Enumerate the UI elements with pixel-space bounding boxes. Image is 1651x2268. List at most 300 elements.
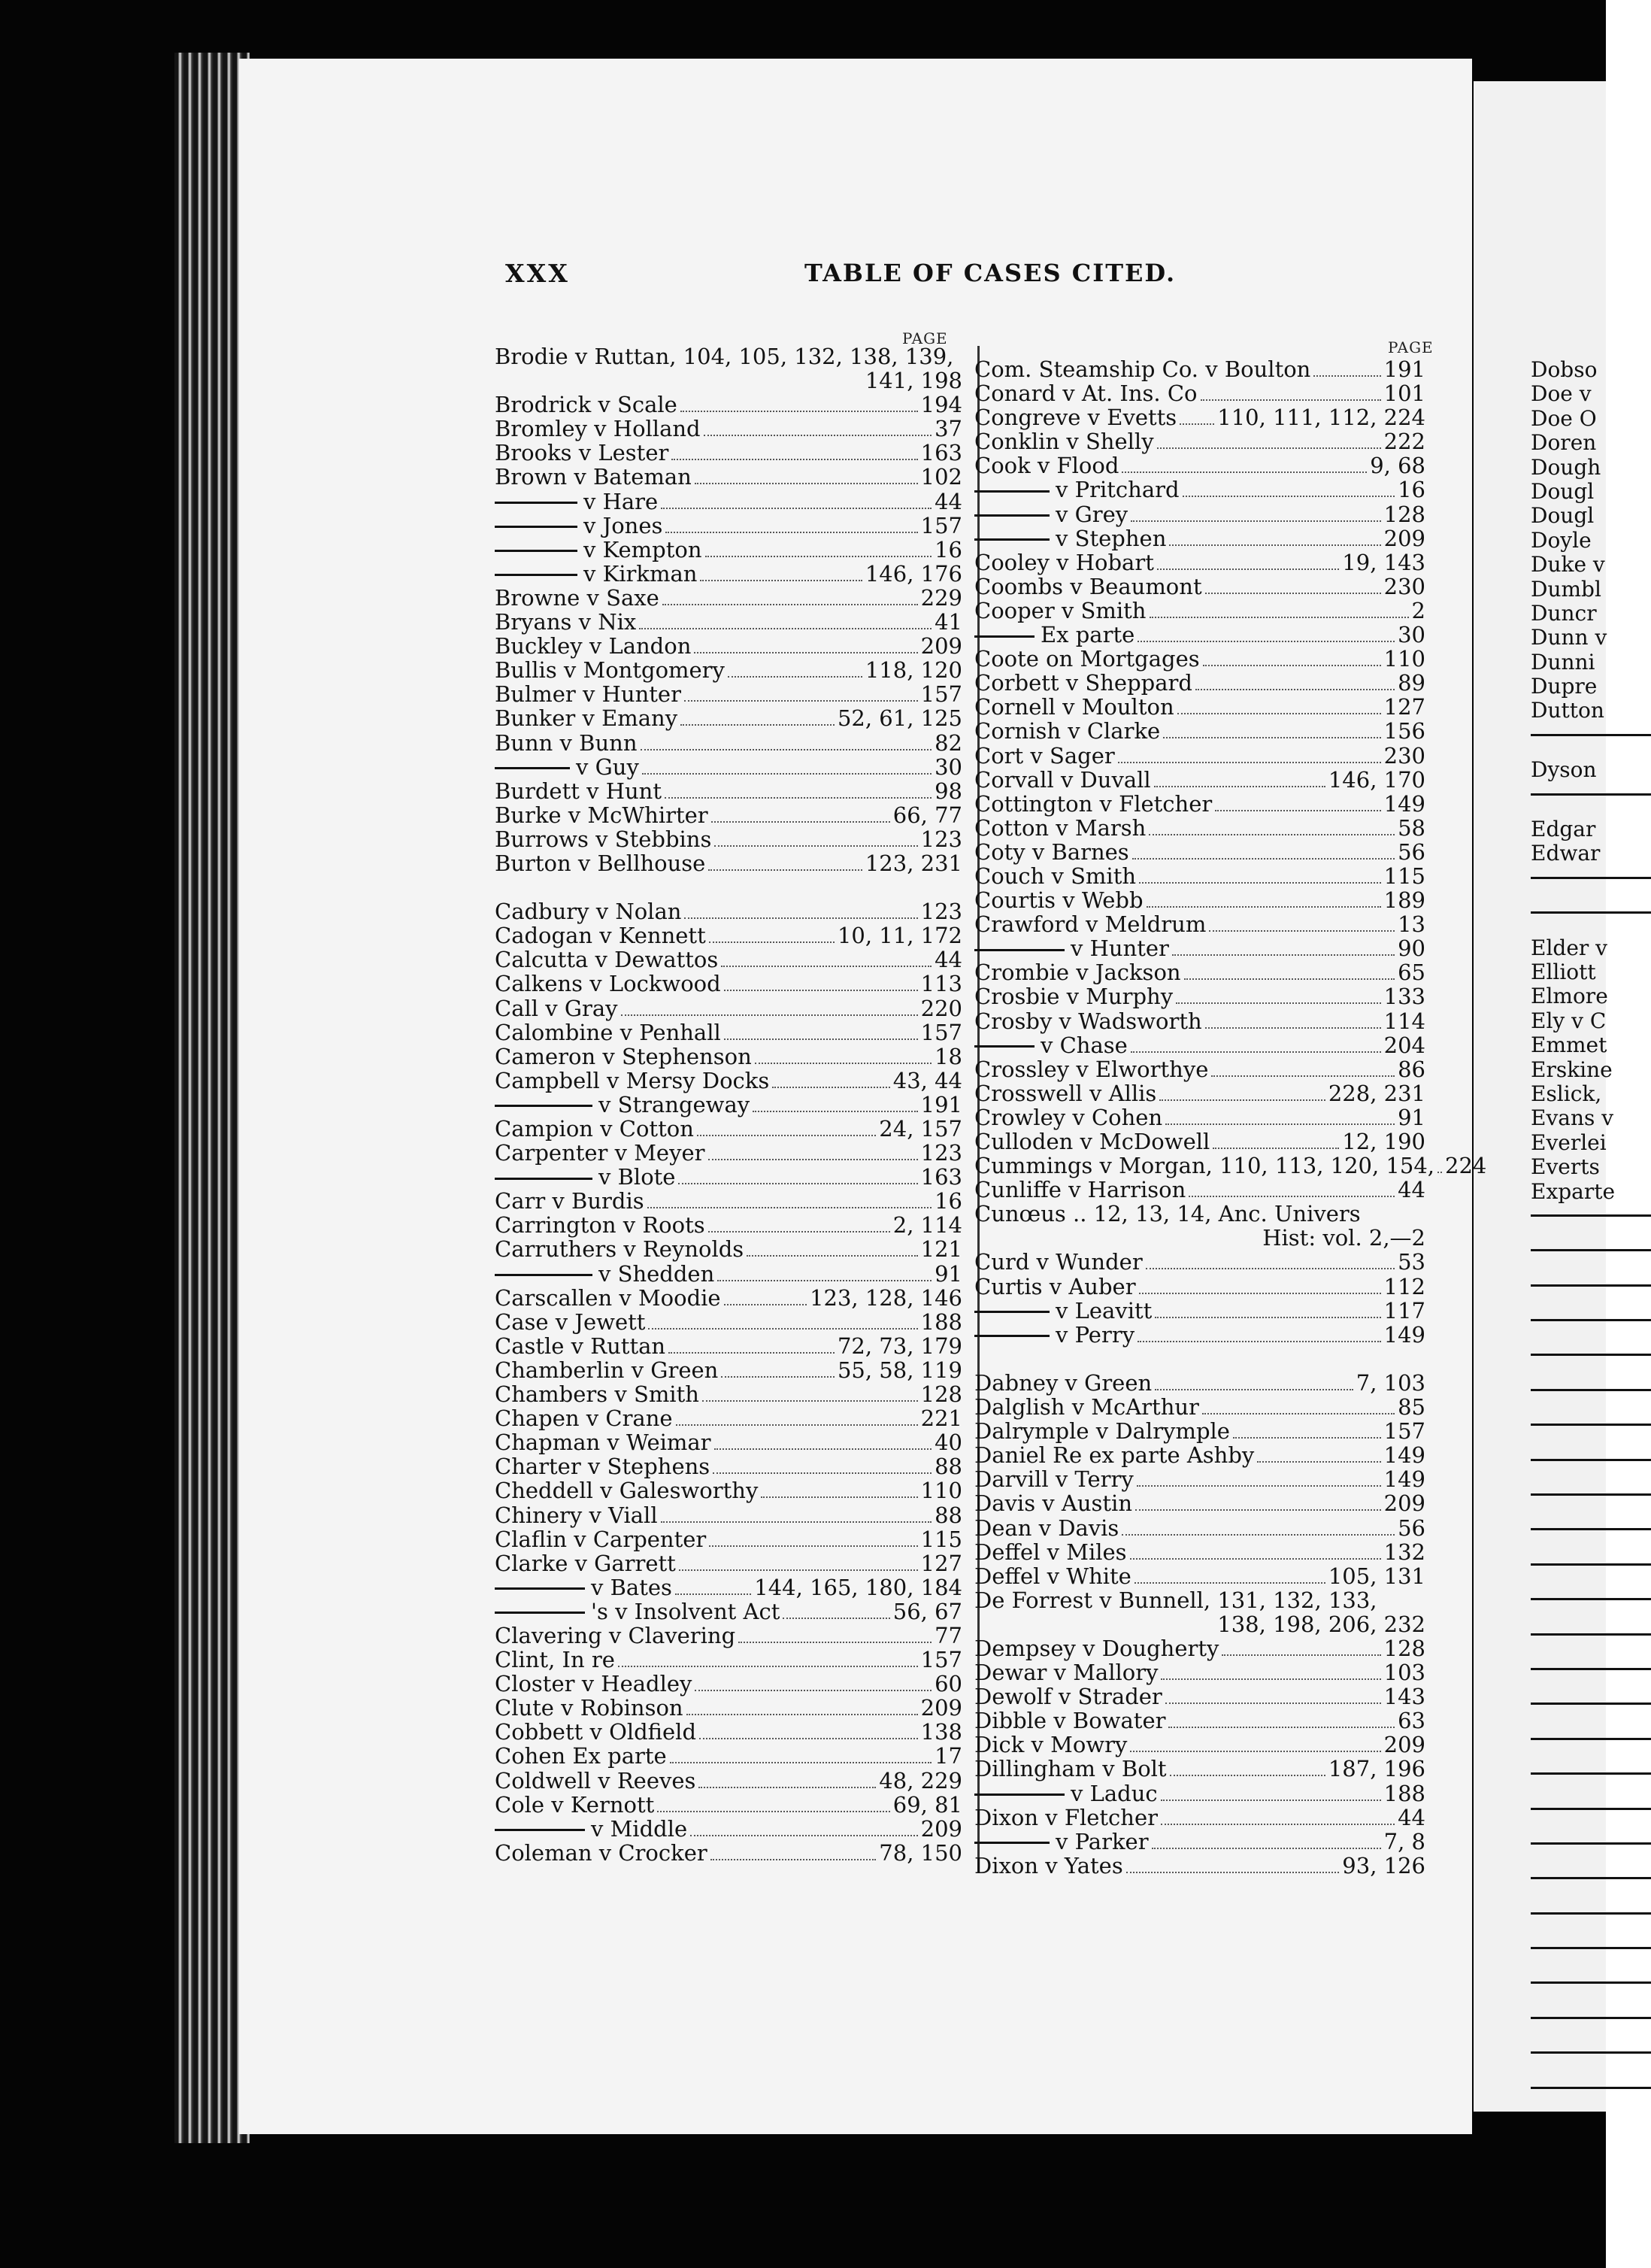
ditto-dash [974, 635, 1035, 638]
leader-dots [1183, 496, 1395, 497]
case-entry [495, 1237, 962, 1261]
case-name [974, 381, 1198, 405]
case-entry [974, 478, 1425, 502]
case-name-text: Courtis v Webb [974, 887, 1144, 914]
leader-dots [783, 1618, 889, 1619]
case-name-text: Brodrick v Scale [495, 392, 677, 418]
page-numbers: 72, 73, 179 [837, 1333, 962, 1359]
case-entry [974, 744, 1425, 768]
case-entry [495, 1045, 962, 1069]
case-name-text: Daniel Re ex parte Ashby [974, 1442, 1255, 1469]
page-numbers: 187, 196 [1328, 1756, 1425, 1782]
page-numbers: 128 [1383, 1635, 1425, 1661]
case-name-text: Bunn v Bunn [495, 729, 638, 756]
case-name [974, 599, 1147, 623]
case-name [495, 393, 677, 417]
case-name [495, 1093, 750, 1117]
page-numbers: 123, 231 [865, 850, 962, 876]
case-name [495, 779, 662, 803]
case-name [974, 1275, 1136, 1299]
facing-page-dash-row [1531, 1772, 1651, 1797]
case-name [974, 936, 1169, 960]
ditto-dash [1531, 734, 1651, 736]
case-entry [495, 1430, 962, 1454]
case-name [495, 586, 659, 610]
case-entry [974, 1540, 1425, 1564]
case-name [974, 1564, 1131, 1588]
page-numbers: 138, 198, 206, 232 [1217, 1611, 1425, 1637]
page-numbers: 121 [920, 1236, 962, 1263]
page-title: TABLE OF CASES CITED. [804, 259, 1177, 287]
case-name [974, 1660, 1158, 1684]
page-numbers: 115 [1383, 863, 1425, 889]
case-entry [974, 1684, 1425, 1709]
case-entry [495, 1624, 962, 1648]
case-name-text: Clute v Robinson [495, 1695, 683, 1721]
case-name-text: Coleman v Crocker [495, 1839, 707, 1866]
case-name-text: Cunœus .. 12, 13, 14, Anc. Univers [974, 1201, 1361, 1227]
case-entry [974, 768, 1425, 792]
case-name-text: Dixon v Fletcher [974, 1804, 1158, 1830]
case-entry [495, 658, 962, 682]
facing-page-dash-row [1531, 1668, 1651, 1692]
case-name-text: v Pritchard [1056, 477, 1180, 503]
case-name-text: Clavering v Clavering [495, 1622, 736, 1648]
page-numbers: 98 [935, 778, 962, 804]
case-entry [495, 1262, 962, 1286]
case-entry [495, 514, 962, 538]
page-column-label-right: PAGE [1388, 338, 1434, 356]
case-name [495, 465, 692, 489]
case-name-text: Clarke v Garrett [495, 1550, 676, 1576]
page-numbers: 133 [1383, 984, 1425, 1010]
facing-page-entry [1531, 877, 1651, 901]
case-name-text: 's v Insolvent Act [591, 1598, 780, 1624]
page-numbers: 204 [1383, 1032, 1425, 1058]
page-numbers: 102 [920, 464, 962, 490]
case-name-text: Dewar v Mallory [974, 1660, 1159, 1686]
case-name [495, 1262, 714, 1286]
facing-page-dash-row [1531, 1284, 1651, 1308]
page-numbers: 157 [920, 1019, 962, 1045]
page-numbers: 224 [1445, 1153, 1487, 1179]
ditto-dash [1531, 1389, 1651, 1391]
case-name [974, 1854, 1123, 1878]
book-spine-edge [174, 53, 250, 2143]
case-entry [495, 586, 962, 610]
case-name-text: Crawford v Meldrum [974, 911, 1207, 938]
case-name-text: Campion v Cotton [495, 1116, 694, 1142]
case-entry [974, 599, 1425, 623]
case-name [974, 912, 1206, 936]
case-name [974, 984, 1173, 1008]
leader-dots [704, 435, 932, 436]
case-name-text: Conklin v Shelly [974, 429, 1154, 455]
facing-page-dash-row [1531, 2087, 1651, 2111]
ditto-dash [495, 574, 577, 576]
page-numbers: 2 [1411, 597, 1425, 623]
case-name-text: Call v Gray [495, 995, 618, 1021]
page-numbers: 66, 77 [892, 802, 962, 828]
case-entry [974, 792, 1425, 816]
case-name [495, 1817, 687, 1841]
case-name [495, 1430, 711, 1454]
case-name-text: Dillingham v Bolt [974, 1756, 1167, 1782]
page-numbers: 60 [935, 1671, 962, 1697]
case-name-text: v Kirkman [583, 560, 698, 587]
page-numbers: 188 [1383, 1780, 1425, 1806]
page-numbers: 221 [920, 1405, 962, 1432]
facing-page-entry: Elder v [1531, 935, 1607, 960]
case-name-text: Cook v Flood [974, 453, 1119, 479]
case-entry [495, 441, 962, 465]
page-numbers: 48, 229 [879, 1767, 962, 1793]
page-numbers: 209 [1383, 1490, 1425, 1517]
page-numbers: 230 [1383, 573, 1425, 599]
case-entry [974, 1009, 1425, 1033]
case-entry [495, 1744, 962, 1768]
facing-page-dash-row [1531, 2051, 1651, 2075]
page-numbers: 88 [935, 1502, 962, 1528]
section-gap [495, 875, 962, 899]
case-name [974, 1395, 1199, 1419]
page-numbers: Hist: vol. 2,—2 [1262, 1225, 1425, 1251]
page-numbers: 17 [935, 1743, 962, 1769]
case-entry [974, 429, 1425, 453]
facing-page-dash-row [1531, 1354, 1651, 1378]
leader-dots [724, 990, 918, 991]
page-numbers: 157 [920, 681, 962, 708]
case-name [974, 1299, 1152, 1323]
leader-dots [1257, 1461, 1380, 1463]
case-entry [974, 1612, 1425, 1636]
facing-page-dash-row [1531, 2017, 1651, 2041]
leader-dots [1118, 762, 1381, 763]
page-numbers: 127 [1383, 694, 1425, 720]
leader-dots [662, 604, 918, 605]
facing-page-dash-row [1531, 1598, 1651, 1622]
section-gap [974, 1347, 1425, 1371]
case-name-text: Cottington v Fletcher [974, 790, 1213, 817]
page-numbers: 85 [1398, 1394, 1425, 1421]
case-name-text: Bulmer v Hunter [495, 681, 681, 708]
page-numbers: 157 [1383, 1418, 1425, 1445]
case-entry [495, 803, 962, 827]
page-numbers: 123 [920, 899, 962, 925]
case-name-text: Calkens v Lockwood [495, 971, 721, 997]
case-name [974, 1588, 1377, 1612]
leader-dots [772, 1087, 890, 1088]
page-numbers: 163 [920, 1164, 962, 1190]
case-entry [495, 465, 962, 489]
page-numbers: 88 [935, 1454, 962, 1480]
case-name-text: Claflin v Carpenter [495, 1526, 707, 1552]
facing-page-dash-row [1531, 1389, 1651, 1413]
ditto-dash [1531, 1284, 1651, 1287]
case-entry [974, 1129, 1425, 1154]
case-entry [974, 1371, 1425, 1395]
case-entry [495, 1793, 962, 1817]
case-name-text: Dewolf v Strader [974, 1684, 1162, 1710]
case-name [495, 1648, 615, 1672]
case-name-text: Carscallen v Moodie [495, 1284, 721, 1311]
leader-dots [1203, 665, 1381, 666]
facing-page-dash-row [1531, 1214, 1651, 1239]
case-name [495, 1237, 744, 1261]
case-entry [495, 610, 962, 634]
facing-page-entry: Dougl [1531, 503, 1595, 529]
leader-dots [711, 821, 890, 823]
leader-dots [1126, 1872, 1340, 1873]
page-numbers: 44 [935, 947, 962, 973]
case-name [974, 1540, 1127, 1564]
case-entry [495, 1358, 962, 1382]
case-name [495, 1382, 699, 1406]
case-name [974, 719, 1160, 743]
facing-page-entry: Erskine [1531, 1057, 1613, 1082]
leader-dots [657, 1811, 889, 1812]
facing-page-dash-row [1531, 1633, 1651, 1657]
case-name [495, 1406, 673, 1430]
case-name-text: v Middle [591, 1815, 688, 1842]
leader-dots [1233, 1437, 1381, 1439]
case-name [495, 417, 701, 441]
case-entry [974, 357, 1425, 381]
leader-dots [700, 580, 862, 581]
case-entry [495, 1165, 962, 1189]
case-name [974, 405, 1177, 429]
facing-page-entry: Evans v [1531, 1105, 1614, 1131]
facing-page-entry: Dunn v [1531, 625, 1607, 650]
facing-page-dash-row [1531, 1981, 1651, 2006]
case-entry [974, 816, 1425, 840]
case-entry [495, 827, 962, 851]
case-name-text: Coty v Barnes [974, 838, 1129, 865]
case-name [495, 1117, 694, 1141]
case-entry [495, 368, 962, 393]
case-entry [495, 1769, 962, 1793]
page-numbers: 114 [1383, 1008, 1425, 1034]
facing-page-dash-row [1531, 1528, 1651, 1552]
leader-dots [1437, 1172, 1442, 1173]
facing-page-entry: Everts [1531, 1154, 1600, 1180]
case-name-text: Bryans v Nix [495, 609, 637, 635]
ditto-dash [1531, 1354, 1651, 1356]
leader-dots [642, 773, 932, 775]
case-name-text: Bunker v Emany [495, 705, 678, 732]
facing-page-entry: Emmet [1531, 1032, 1607, 1058]
case-name-text: Burton v Bellhouse [495, 850, 706, 876]
ditto-dash [1531, 911, 1651, 914]
page-numbers: 228, 231 [1328, 1080, 1425, 1106]
case-name [974, 453, 1119, 478]
case-entry [495, 682, 962, 706]
case-name [974, 1202, 1361, 1226]
case-name [495, 1551, 676, 1575]
facing-page-entry: Duke v [1531, 552, 1605, 578]
leader-dots [1154, 786, 1325, 787]
case-name [974, 1009, 1202, 1033]
ditto-dash [1531, 1808, 1651, 1810]
case-entry [495, 1310, 962, 1334]
case-name [974, 1419, 1230, 1443]
case-name-text: v Jones [583, 512, 663, 538]
case-name [974, 840, 1129, 864]
case-entry [495, 1141, 962, 1165]
facing-page-entry: Elmore [1531, 984, 1608, 1009]
case-entry [495, 1551, 962, 1575]
page-numbers: 141, 198 [865, 368, 962, 394]
case-entry [495, 1020, 962, 1045]
case-entry [974, 1250, 1425, 1274]
leader-dots [1169, 544, 1380, 546]
facing-page-dash-row [1531, 1493, 1651, 1518]
leader-dots [713, 1472, 932, 1474]
case-name [495, 1841, 707, 1865]
ditto-dash [495, 1274, 592, 1276]
case-name [974, 1467, 1134, 1491]
ditto-dash [495, 526, 577, 528]
leader-dots [680, 724, 835, 726]
page-numbers: 110, 111, 112, 224 [1217, 405, 1425, 431]
leader-dots [1313, 375, 1380, 377]
page-numbers: 56 [1398, 1515, 1425, 1541]
facing-page-entry: Duncr [1531, 600, 1597, 626]
page-numbers: 41 [935, 609, 962, 635]
case-entry [974, 575, 1425, 599]
case-entry [974, 1636, 1425, 1660]
case-entry [974, 1709, 1425, 1733]
leader-dots [714, 1448, 932, 1450]
ditto-dash [974, 1045, 1035, 1048]
case-name [974, 1806, 1158, 1830]
page-numbers: 144, 165, 180, 184 [754, 1574, 962, 1600]
case-name [974, 1733, 1127, 1757]
case-name [974, 864, 1136, 888]
case-name-text: Cheddell v Galesworthy [495, 1478, 759, 1504]
case-name-text: Com. Steamship Co. v Boulton [974, 356, 1311, 382]
case-name-text: Bromley v Holland [495, 416, 701, 442]
case-name-text: Dixon v Yates [974, 1852, 1123, 1878]
case-name [495, 1141, 705, 1165]
case-name [495, 996, 618, 1020]
case-entry [495, 1817, 962, 1841]
leader-dots [1138, 641, 1395, 642]
case-name [974, 1154, 1434, 1178]
leader-dots [678, 1183, 917, 1184]
ditto-dash [974, 514, 1050, 517]
case-name-text: v Leavitt [1056, 1297, 1153, 1324]
case-name-text: Brooks v Lester [495, 440, 669, 466]
leader-dots [694, 652, 917, 653]
case-name-text: v Perry [1056, 1321, 1135, 1348]
case-entry [974, 1105, 1425, 1129]
leader-dots [738, 1642, 932, 1643]
case-entry [974, 695, 1425, 719]
facing-page-entry: Doyle [1531, 527, 1592, 553]
leader-dots [675, 1593, 751, 1595]
leader-dots [709, 1545, 917, 1547]
page-numbers: 188 [920, 1308, 962, 1335]
page-numbers: 13 [1398, 911, 1425, 938]
ditto-dash [1531, 2017, 1651, 2019]
case-name-text: Deffel v White [974, 1563, 1131, 1589]
case-entry [974, 502, 1425, 526]
page-numbers: 209 [920, 633, 962, 659]
page-numbers: 44 [1398, 1804, 1425, 1830]
leader-dots [684, 700, 918, 702]
page-numbers: 149 [1383, 790, 1425, 817]
case-entry [974, 1202, 1425, 1226]
cases-column-left [495, 344, 962, 1865]
case-name-text: Carpenter v Meyer [495, 1140, 705, 1166]
leader-dots [714, 845, 917, 847]
leader-dots [1161, 1824, 1395, 1825]
page-numbers: 30 [935, 753, 962, 780]
case-name [495, 803, 708, 827]
case-name-text: Campbell v Mersy Docks [495, 1067, 770, 1093]
ditto-dash [1531, 1493, 1651, 1496]
page-numbers: 191 [920, 1091, 962, 1117]
case-name [974, 623, 1134, 647]
facing-page-entry [1531, 793, 1651, 817]
case-name [495, 1478, 758, 1502]
leader-dots [1209, 930, 1395, 932]
ditto-dash [495, 1587, 585, 1590]
page-numbers: 156 [1383, 718, 1425, 744]
case-name-text: Closter v Headley [495, 1671, 692, 1697]
facing-page-entry: Dupre [1531, 674, 1598, 699]
leader-dots [1172, 954, 1395, 956]
leader-dots [1211, 1075, 1395, 1077]
case-name-text: Congreve v Evetts [974, 405, 1177, 431]
case-name [974, 1105, 1162, 1129]
ditto-dash [1531, 1633, 1651, 1636]
leader-dots [639, 628, 932, 629]
case-entry [495, 1454, 962, 1478]
leader-dots [761, 1496, 917, 1498]
facing-page-dash-row [1531, 1249, 1651, 1273]
leader-dots [710, 1859, 877, 1860]
leader-dots [1138, 1341, 1381, 1342]
case-name-text: Browne v Saxe [495, 584, 659, 611]
case-entry [495, 1599, 962, 1624]
leader-dots [661, 508, 932, 509]
page-numbers: 16 [935, 1188, 962, 1214]
ditto-dash [495, 1612, 585, 1614]
page-numbers: 9, 68 [1370, 453, 1425, 479]
case-entry [495, 1527, 962, 1551]
leader-dots [1195, 689, 1395, 690]
case-name [495, 1165, 675, 1189]
leader-dots [679, 1569, 918, 1571]
case-name [495, 344, 953, 368]
case-name [974, 526, 1166, 550]
case-entry [974, 1419, 1425, 1443]
leader-dots [724, 1304, 807, 1305]
ditto-dash [1531, 877, 1651, 879]
ditto-dash [1531, 1947, 1651, 1949]
page-numbers: 146, 176 [865, 560, 962, 587]
page-numbers: 123 [920, 826, 962, 852]
facing-page-dash-row [1531, 1563, 1651, 1587]
case-name-text: Cooley v Hobart [974, 549, 1154, 575]
leader-dots [1189, 1196, 1395, 1197]
case-name [974, 1491, 1132, 1515]
page-numbers: 222 [1383, 429, 1425, 455]
case-entry [495, 1382, 962, 1406]
page-numbers: 91 [935, 1260, 962, 1287]
